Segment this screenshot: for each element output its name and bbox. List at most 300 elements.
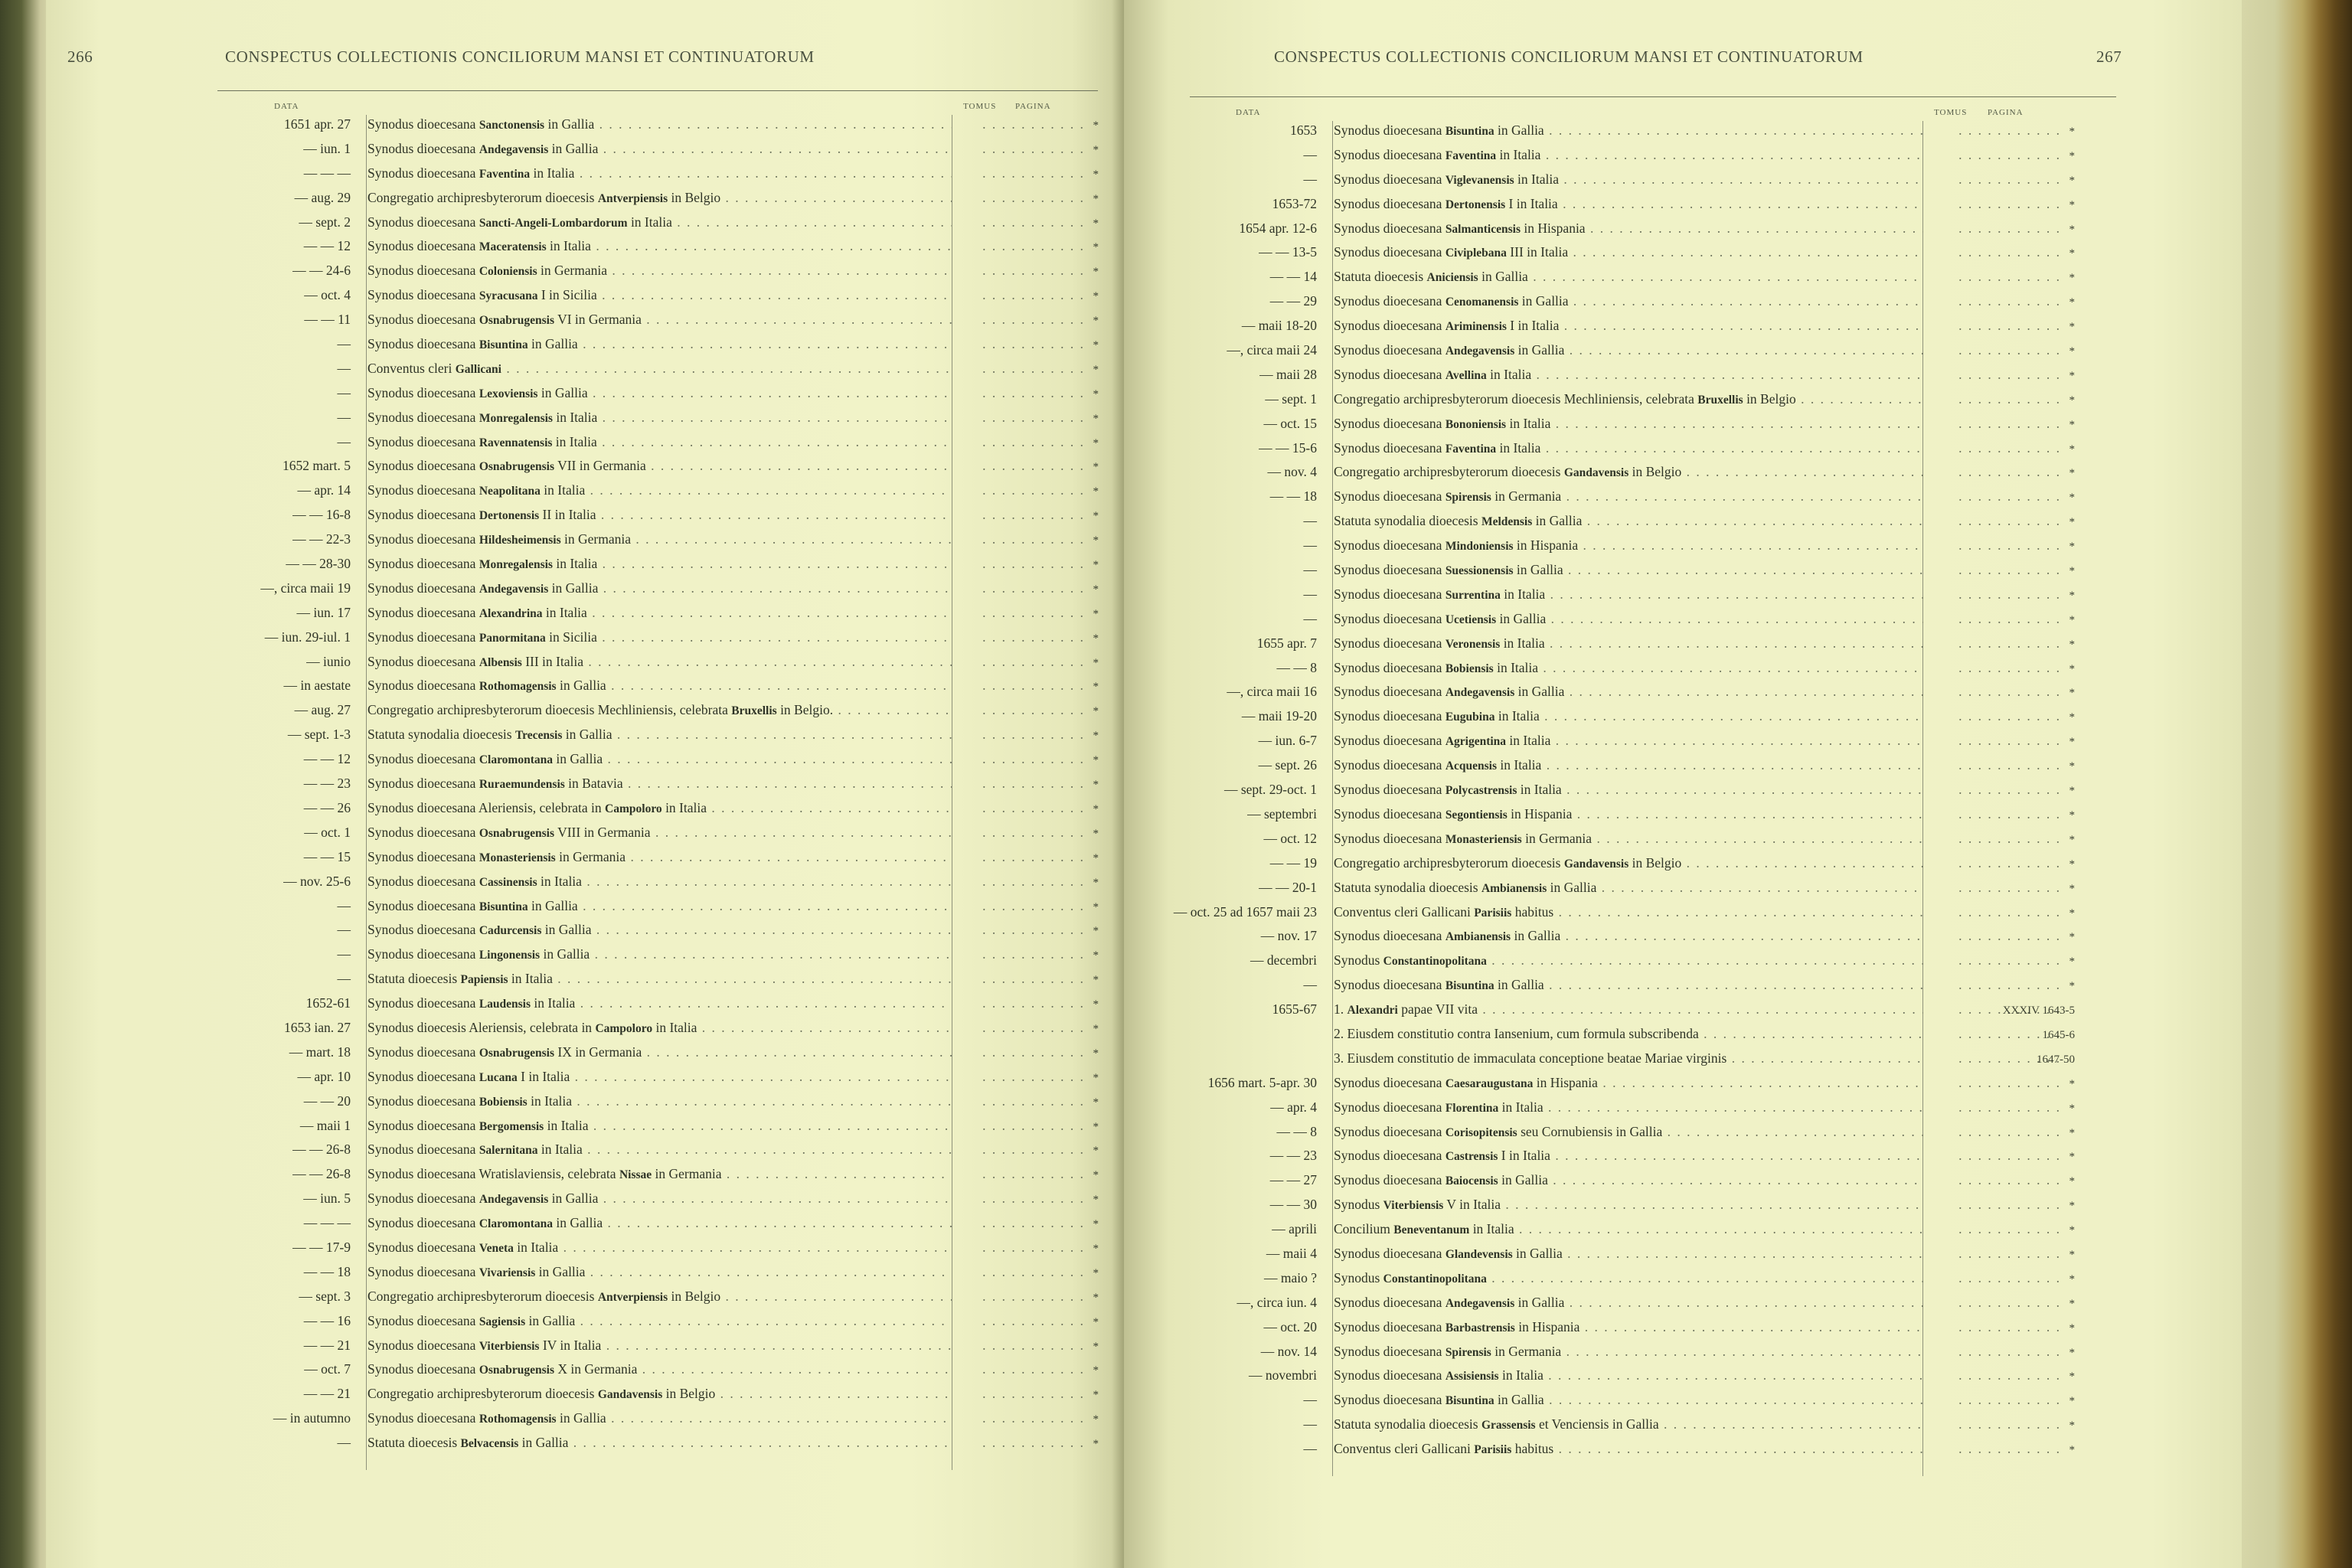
entry-reference bbox=[1932, 1197, 2075, 1213]
entry-title-suffix: in Belgio bbox=[1628, 464, 1682, 480]
entry-title-suffix: in Germania bbox=[537, 263, 607, 279]
entry-row bbox=[46, 1338, 1125, 1362]
entry-title-place: Viterbiensis bbox=[479, 1339, 540, 1353]
entry-title-suffix: et Venciensis in Gallia bbox=[1535, 1416, 1659, 1432]
entry-reference-value: * bbox=[1093, 241, 1099, 254]
entry-reference bbox=[1932, 562, 2075, 578]
entry-title-suffix: X in Germania bbox=[554, 1361, 638, 1377]
entry-reference-value: * bbox=[1093, 1194, 1099, 1207]
entry-reference bbox=[1932, 977, 2075, 993]
entry-reference bbox=[1932, 537, 2075, 554]
entry-reference-value: * bbox=[2069, 1444, 2075, 1457]
entry-title-prefix: Synodus dioecesana bbox=[1334, 562, 1446, 578]
entry-title-place: Panormitana bbox=[479, 631, 546, 645]
entry-title-place: Monasteriensis bbox=[479, 851, 556, 864]
entry-title bbox=[368, 946, 952, 962]
entry-date: — oct. 15 bbox=[1263, 415, 1317, 431]
entry-row bbox=[46, 1093, 1125, 1118]
entry-title-prefix: Statuta synodalia dioecesis bbox=[368, 727, 515, 743]
entry-title-suffix: in Italia bbox=[537, 873, 582, 889]
entry-title-place: Sanctonensis bbox=[479, 119, 545, 132]
entry-title-prefix: Synodus dioecesana bbox=[368, 556, 479, 572]
entry-reference-value: * bbox=[2069, 980, 2075, 993]
entry-title bbox=[368, 800, 952, 816]
entry-title bbox=[368, 556, 952, 572]
entry-reference-value: * bbox=[2069, 394, 2075, 407]
entry-reference-value: * bbox=[1093, 1291, 1099, 1304]
entry-title bbox=[368, 898, 952, 914]
entry-title bbox=[368, 190, 952, 206]
entry-reference bbox=[961, 1435, 1099, 1451]
entry-reference bbox=[961, 702, 1099, 718]
entry-title-place: Bisuntina bbox=[479, 900, 528, 913]
entry-date: — — 21 bbox=[303, 1386, 351, 1402]
left-date-column-header: DATA bbox=[274, 102, 299, 111]
entry-title-place: Trecensis bbox=[514, 729, 563, 743]
entry-row bbox=[46, 190, 1125, 214]
entry-title bbox=[368, 434, 952, 450]
entry-title-place: Neapolitana bbox=[479, 485, 541, 498]
entry-title-suffix: I in Italia bbox=[517, 1068, 570, 1084]
entry-date: — — 19 bbox=[1269, 854, 1317, 871]
entry-date: — oct. 12 bbox=[1263, 830, 1317, 846]
entry-row bbox=[1124, 880, 2242, 904]
entry-title bbox=[1334, 244, 1923, 260]
entry-title bbox=[1334, 904, 1923, 920]
entry-title-suffix: in Sicilia bbox=[545, 629, 597, 645]
entry-title-place: Faventina bbox=[1445, 149, 1497, 162]
entry-reference-value: * bbox=[1093, 363, 1099, 376]
entry-row bbox=[46, 458, 1125, 482]
entry-title bbox=[1334, 440, 1923, 456]
entry-date: — aug. 29 bbox=[294, 189, 351, 205]
entry-title-suffix: in Gallia bbox=[544, 116, 595, 132]
entry-title-place: Bruxellis bbox=[1697, 393, 1743, 407]
entry-title-prefix: Synodus dioecesana bbox=[368, 116, 479, 132]
entry-reference-value: * bbox=[2069, 760, 2075, 773]
entry-title bbox=[1334, 586, 1923, 603]
right-date-column-header: DATA bbox=[1236, 108, 1261, 117]
entry-title bbox=[368, 1142, 952, 1158]
entry-reference bbox=[961, 995, 1099, 1011]
entry-title-prefix: Synodus dioecesana bbox=[1334, 220, 1446, 236]
entry-title-place: Coloniensis bbox=[479, 265, 537, 279]
entry-title-prefix: Synodus dioecesana bbox=[368, 238, 479, 254]
entry-row bbox=[46, 800, 1125, 825]
entry-row bbox=[46, 776, 1125, 800]
entry-title bbox=[1334, 708, 1923, 724]
entry-title-place: Lucana bbox=[479, 1070, 518, 1084]
entry-title-prefix: Synodus dioecesana bbox=[1334, 1148, 1446, 1164]
entry-title-place: Meldensis bbox=[1481, 515, 1533, 529]
entry-title bbox=[1334, 342, 1923, 358]
entry-title-prefix: Synodus dioecesana bbox=[1334, 1367, 1446, 1383]
entry-title bbox=[1334, 1344, 1923, 1360]
entry-title-place: Viglevanensis bbox=[1445, 173, 1514, 187]
entry-reference-value: * bbox=[1093, 436, 1099, 449]
entry-title-place: Corisopitensis bbox=[1445, 1125, 1517, 1139]
entry-date: — bbox=[1303, 610, 1317, 626]
entry-title-place: Grassensis bbox=[1481, 1419, 1536, 1432]
entry-reference-value: * bbox=[2069, 931, 2075, 944]
entry-date: — bbox=[1303, 146, 1317, 162]
entry-title bbox=[1334, 1270, 1923, 1286]
entry-title bbox=[1334, 513, 1923, 529]
entry-date: —, circa maii 16 bbox=[1227, 684, 1317, 700]
entry-reference-value: * bbox=[1093, 1242, 1099, 1255]
entry-row bbox=[1124, 757, 2242, 782]
entry-row bbox=[1124, 1392, 2242, 1416]
entry-row bbox=[46, 214, 1125, 239]
entry-title-place: Rothomagensis bbox=[479, 680, 557, 694]
entry-title bbox=[368, 1240, 952, 1256]
entry-title-suffix: in Italia bbox=[1497, 757, 1542, 773]
entry-title-place: Osnabrugensis bbox=[479, 1364, 555, 1377]
entry-reference bbox=[1932, 1172, 2075, 1188]
entry-title bbox=[1334, 1319, 1923, 1335]
entry-date: — bbox=[1303, 513, 1317, 529]
entry-title-suffix: IX in Germania bbox=[554, 1044, 642, 1060]
entry-title-place: Campoloro bbox=[605, 802, 662, 815]
entry-reference-value: * bbox=[2069, 541, 2075, 554]
entry-title bbox=[368, 1044, 952, 1060]
entry-reference bbox=[961, 800, 1099, 816]
entry-title-suffix: in Gallia bbox=[528, 897, 578, 913]
entry-reference-value: * bbox=[2069, 296, 2075, 309]
entry-reference-value: * bbox=[1093, 730, 1099, 743]
entry-row bbox=[1124, 660, 2242, 684]
entry-row bbox=[1124, 196, 2242, 220]
entry-title-suffix: in Gallia bbox=[1518, 293, 1569, 309]
entry-reference-value: * bbox=[1093, 1120, 1099, 1133]
entry-row bbox=[1124, 611, 2242, 635]
entry-title bbox=[368, 1313, 952, 1329]
entry-title-prefix: 2. Eiusdem constitutio contra Iansenium, cum formula subscribenda bbox=[1334, 1025, 1699, 1041]
entry-row bbox=[1124, 1416, 2242, 1441]
entry-date: — sept. 29-oct. 1 bbox=[1223, 782, 1317, 798]
entry-reference bbox=[961, 531, 1099, 547]
entry-row bbox=[1124, 122, 2242, 147]
entry-title bbox=[1334, 684, 1923, 700]
entry-title bbox=[368, 922, 952, 938]
entry-title bbox=[368, 825, 952, 841]
entry-reference-value: * bbox=[1093, 1218, 1099, 1231]
entry-reference-value: * bbox=[2069, 1248, 2075, 1261]
entry-title bbox=[368, 116, 952, 132]
entry-reference bbox=[961, 458, 1099, 474]
entry-row bbox=[1124, 977, 2242, 1001]
entry-title bbox=[368, 1215, 952, 1231]
entry-reference-value: * bbox=[2069, 198, 2075, 211]
entry-row bbox=[1124, 440, 2242, 465]
entry-date: —, circa maii 24 bbox=[1227, 342, 1317, 358]
entry-reference bbox=[961, 116, 1099, 132]
entry-reference bbox=[961, 1240, 1099, 1256]
entry-reference bbox=[1932, 172, 2075, 188]
entry-title-prefix: Synodus bbox=[1334, 1269, 1383, 1285]
entry-title-prefix: Synodus dioecesana bbox=[368, 1312, 479, 1328]
entry-title bbox=[368, 678, 952, 694]
entry-reference-value: * bbox=[1093, 485, 1099, 498]
entry-reference bbox=[1932, 611, 2075, 627]
entry-row bbox=[1124, 367, 2242, 391]
entry-title bbox=[1334, 1001, 1923, 1018]
entry-title-place: Ucetiensis bbox=[1445, 612, 1497, 626]
entry-reference bbox=[961, 287, 1099, 303]
entry-title-prefix: Synodus dioecesana bbox=[368, 653, 479, 669]
entry-row bbox=[1124, 1026, 2242, 1050]
entry-title bbox=[368, 507, 952, 523]
entry-reference-value: * bbox=[1093, 1340, 1099, 1353]
entry-reference bbox=[1932, 880, 2075, 896]
entry-row bbox=[1124, 1367, 2242, 1392]
entry-title-prefix: Synodus dioecesana bbox=[1334, 733, 1446, 749]
entry-date: — — 24-6 bbox=[292, 263, 351, 279]
entry-title-suffix: in Gallia bbox=[1494, 122, 1544, 138]
entry-reference-value: * bbox=[1093, 510, 1099, 523]
entry-row bbox=[46, 1410, 1125, 1435]
entry-title-place: Salernitana bbox=[479, 1144, 538, 1158]
entry-row bbox=[1124, 1197, 2242, 1221]
entry-title bbox=[1334, 1124, 1923, 1140]
entry-title-place: Lingonensis bbox=[479, 949, 541, 962]
entry-reference bbox=[1932, 1026, 2075, 1042]
entry-title bbox=[368, 849, 952, 865]
entry-title-suffix: III in Italia bbox=[1506, 244, 1569, 260]
entry-reference bbox=[961, 1118, 1099, 1134]
entry-row bbox=[1124, 1172, 2242, 1197]
entry-reference bbox=[1932, 1441, 2075, 1457]
entry-title-place: Andegavensis bbox=[1445, 686, 1515, 700]
entry-title bbox=[368, 1020, 952, 1036]
entry-title-place: Veneta bbox=[479, 1241, 514, 1255]
entry-reference bbox=[961, 1069, 1099, 1085]
entry-date: — sept. 1-3 bbox=[287, 727, 351, 743]
entry-reference-value: * bbox=[1093, 559, 1099, 572]
entry-row bbox=[46, 1289, 1125, 1313]
entry-title-suffix: in Italia bbox=[1506, 733, 1551, 749]
entry-title-place: Monregalensis bbox=[479, 411, 553, 425]
entry-reference bbox=[961, 1093, 1099, 1109]
entry-title bbox=[1334, 1148, 1923, 1164]
entry-title-place: Ambianensis bbox=[1481, 881, 1547, 895]
entry-title-suffix: habitus bbox=[1511, 1441, 1554, 1457]
entry-title bbox=[368, 751, 952, 767]
entry-row bbox=[46, 238, 1125, 263]
entry-reference bbox=[961, 776, 1099, 792]
entry-title bbox=[1334, 122, 1923, 139]
entry-reference-value: * bbox=[1093, 681, 1099, 694]
entry-date: — bbox=[1303, 977, 1317, 993]
entry-title-prefix: Congregatio archipresbyterorum dioecesis Mechliniensis, celebrata bbox=[1334, 390, 1698, 407]
entry-row bbox=[46, 434, 1125, 459]
entry-row bbox=[46, 165, 1125, 190]
entry-title bbox=[368, 874, 952, 890]
entry-row bbox=[46, 654, 1125, 678]
entry-title bbox=[1334, 147, 1923, 163]
entry-reference-value: * bbox=[1093, 974, 1099, 987]
entry-reference bbox=[1932, 708, 2075, 724]
entry-title-place: Nissae bbox=[619, 1168, 652, 1182]
entry-title bbox=[1334, 367, 1923, 383]
entry-date: — bbox=[1303, 1416, 1317, 1432]
entry-reference-value: * bbox=[1093, 705, 1099, 718]
entry-title-suffix: in Gallia bbox=[1496, 610, 1547, 626]
entry-reference bbox=[961, 654, 1099, 670]
entry-reference bbox=[961, 336, 1099, 352]
entry-title-prefix: Synodus dioecesana bbox=[1334, 1392, 1446, 1408]
entry-row bbox=[46, 629, 1125, 654]
entry-row bbox=[1124, 1148, 2242, 1172]
entry-title-prefix: Synodus dioecesana bbox=[368, 214, 479, 230]
entry-date: — iun. 17 bbox=[296, 604, 351, 620]
entry-reference bbox=[1932, 1075, 2075, 1091]
entry-row bbox=[46, 336, 1125, 361]
entry-title-place: Dertonensis bbox=[479, 509, 540, 523]
entry-title-prefix: Statuta dioecesis bbox=[368, 971, 461, 987]
entry-title-prefix: Synodus dioecesana bbox=[1334, 1343, 1446, 1359]
entry-title-prefix: Congregatio archipresbyterorum dioecesis bbox=[1334, 464, 1564, 480]
entry-reference-value: * bbox=[2069, 418, 2075, 431]
entry-title-suffix: V in Italia bbox=[1443, 1197, 1501, 1213]
entry-row bbox=[46, 898, 1125, 923]
entry-row bbox=[1124, 708, 2242, 733]
entry-title-place: Syracusana bbox=[479, 289, 538, 303]
entry-title-suffix: in Italia bbox=[662, 799, 707, 815]
entry-title bbox=[368, 214, 952, 230]
entry-date: — maii 4 bbox=[1266, 1245, 1317, 1261]
entry-reference-value: XXXIV 1643-5 bbox=[2002, 1004, 2075, 1018]
entry-reference bbox=[1932, 122, 2075, 139]
entry-title-place: Spirensis bbox=[1445, 1345, 1491, 1359]
entry-reference-value: * bbox=[1093, 1169, 1099, 1182]
entry-title-suffix: in Italia bbox=[542, 604, 587, 620]
entry-row bbox=[46, 482, 1125, 507]
entry-reference bbox=[1932, 147, 2075, 163]
entry-row bbox=[1124, 147, 2242, 172]
entry-title-place: Antverpiensis bbox=[597, 191, 668, 205]
entry-reference-value: * bbox=[2069, 1102, 2075, 1115]
entry-date: — bbox=[337, 433, 351, 449]
entry-row bbox=[46, 263, 1125, 287]
entry-reference-value: * bbox=[1093, 779, 1099, 792]
entry-title-place: Andegavensis bbox=[479, 142, 549, 156]
entry-row bbox=[46, 116, 1125, 141]
entry-title-place: Ravennatensis bbox=[479, 436, 553, 449]
entry-row bbox=[1124, 293, 2242, 318]
entry-date: 1655 apr. 7 bbox=[1256, 635, 1317, 651]
entry-date: — mart. 18 bbox=[289, 1044, 351, 1060]
entry-title-place: Bergomensis bbox=[479, 1119, 544, 1133]
entry-title-prefix: Synodus dioecesana bbox=[368, 1263, 479, 1279]
entry-title bbox=[368, 1166, 952, 1182]
entry-title-place: Parisiis bbox=[1474, 906, 1512, 920]
left-running-title: CONSPECTUS COLLECTIONIS CONCILIORUM MANSI ET CONTINUATORUM bbox=[225, 47, 815, 66]
entry-reference bbox=[961, 141, 1099, 157]
entry-row bbox=[46, 702, 1125, 727]
entry-reference bbox=[1932, 1099, 2075, 1116]
entry-title-suffix: in Italia bbox=[1496, 439, 1541, 456]
entry-reference bbox=[1932, 513, 2075, 529]
entry-reference-value: * bbox=[1093, 1022, 1099, 1035]
entry-title bbox=[1334, 391, 1923, 407]
entry-title-suffix: in Belgio bbox=[1743, 390, 1796, 407]
entry-title-prefix: Congregatio archipresbyterorum dioecesis bbox=[368, 1386, 598, 1402]
entry-reference bbox=[961, 580, 1099, 596]
entry-row bbox=[1124, 1246, 2242, 1270]
entry-reference bbox=[961, 556, 1099, 572]
entry-title-prefix: Synodus dioecesana bbox=[1334, 488, 1446, 505]
entry-title-prefix: Synodus dioecesana Wratislaviensis, celebrata bbox=[368, 1166, 619, 1182]
entry-title-place: Castrensis bbox=[1445, 1150, 1498, 1164]
entry-reference-value: * bbox=[2069, 882, 2075, 895]
entry-title-place: Ruraemundensis bbox=[479, 778, 565, 792]
entry-title bbox=[1334, 782, 1923, 798]
entry-title bbox=[368, 727, 952, 743]
entry-title-place: Dertonensis bbox=[1445, 198, 1506, 211]
entry-row bbox=[46, 727, 1125, 751]
entry-title-place: Andegavensis bbox=[479, 1193, 549, 1207]
entry-reference-value: * bbox=[2069, 1395, 2075, 1408]
entry-row bbox=[1124, 1099, 2242, 1124]
entry-reference-value: * bbox=[2069, 369, 2075, 382]
entry-reference bbox=[1932, 318, 2075, 334]
entry-title-prefix: Synodus dioecesana bbox=[368, 433, 479, 449]
entry-title-place: Andegavensis bbox=[479, 582, 549, 596]
entry-title bbox=[1334, 1246, 1923, 1262]
entry-title-prefix: Synodus dioecesana bbox=[368, 604, 479, 620]
entry-title bbox=[1334, 977, 1923, 993]
left-page bbox=[46, 0, 1125, 1568]
entry-reference bbox=[1932, 952, 2075, 969]
entry-reference-value: * bbox=[2069, 1297, 2075, 1310]
entry-reference bbox=[961, 482, 1099, 498]
entry-date: — oct. 1 bbox=[304, 824, 351, 840]
entry-row bbox=[1124, 1344, 2242, 1368]
entry-reference-value: * bbox=[1093, 1145, 1099, 1158]
entry-reference bbox=[1932, 367, 2075, 383]
entry-title bbox=[1334, 537, 1923, 554]
entry-reference-value: * bbox=[2069, 1126, 2075, 1139]
entry-title bbox=[368, 1264, 952, 1280]
entry-title-place: Osnabrugensis bbox=[479, 826, 555, 840]
entry-row bbox=[1124, 782, 2242, 806]
entry-title bbox=[368, 458, 952, 474]
entry-title-place: Osnabrugensis bbox=[479, 314, 555, 328]
entry-row bbox=[1124, 1270, 2242, 1295]
entry-title-place: Viterbiensis bbox=[1383, 1199, 1444, 1213]
entry-title-prefix: Statuta dioecesis bbox=[1334, 269, 1427, 285]
entry-date: — iun. 5 bbox=[303, 1191, 351, 1207]
entry-reference-value: * bbox=[1093, 1389, 1099, 1402]
entry-date: — apr. 14 bbox=[297, 482, 351, 498]
entry-title-prefix: Synodus dioecesana bbox=[368, 824, 479, 840]
right-page bbox=[1124, 0, 2242, 1568]
entry-reference-value: * bbox=[2069, 808, 2075, 822]
entry-title-suffix: in Italia bbox=[508, 971, 553, 987]
entry-reference bbox=[961, 361, 1099, 377]
entry-title-suffix: in Gallia bbox=[552, 751, 603, 767]
entry-title-place: Glandevensis bbox=[1445, 1247, 1513, 1261]
entry-reference bbox=[961, 727, 1099, 743]
entry-title bbox=[1334, 1416, 1923, 1432]
entry-title-place: Gandavensis bbox=[597, 1388, 663, 1402]
entry-reference-value: * bbox=[1093, 315, 1099, 328]
entry-reference-value: * bbox=[2069, 1272, 2075, 1285]
entry-title bbox=[1334, 562, 1923, 578]
entry-title bbox=[368, 165, 952, 181]
entry-reference bbox=[1932, 1295, 2075, 1311]
